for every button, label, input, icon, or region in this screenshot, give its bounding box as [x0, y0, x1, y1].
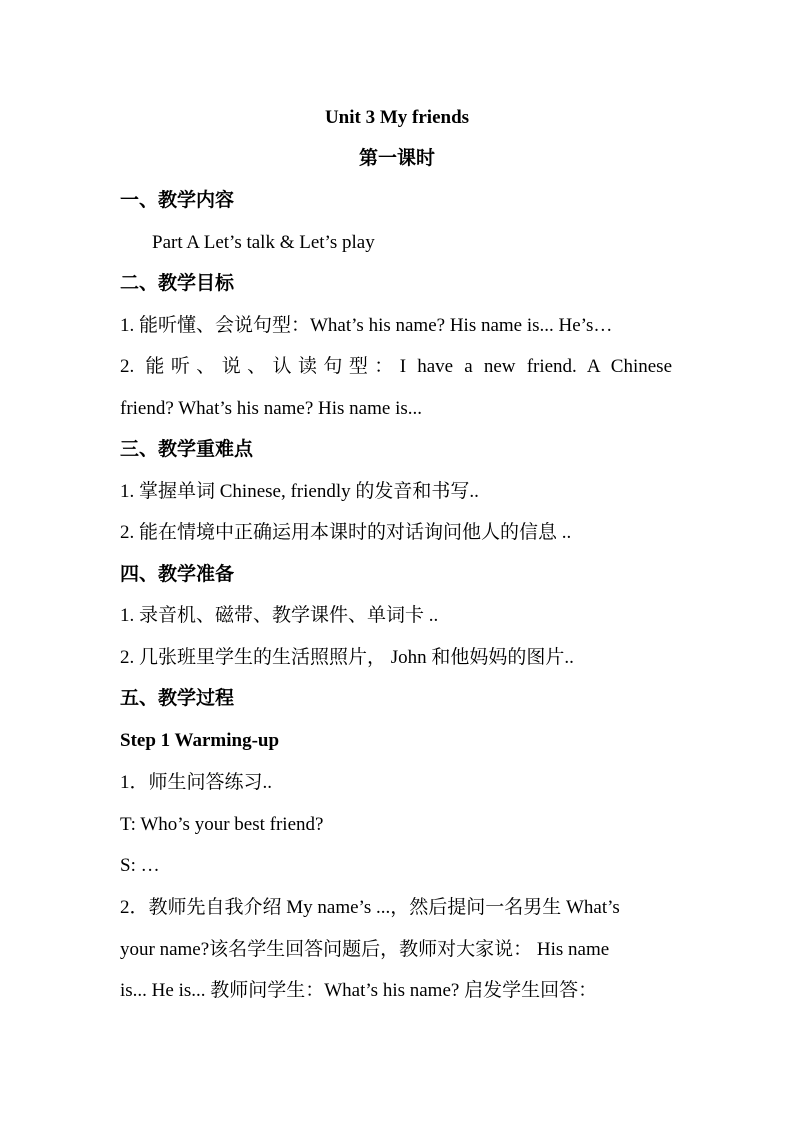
- section-heading-process: 五、教学过程: [120, 688, 235, 709]
- list-item-continuation: friend? What’s his name? His name is...: [120, 398, 422, 419]
- document-title: Unit 3 My friends: [324, 107, 470, 128]
- list-item: 1．师生问答练习..: [120, 772, 273, 793]
- step-heading: Step 1 Warming-up: [120, 730, 280, 751]
- list-item-continuation: your name?该名学生回答问题后，教师对大家说： His name: [120, 939, 610, 960]
- document-subtitle: 第一课时: [358, 148, 435, 169]
- section-heading-content: 一、教学内容: [120, 190, 235, 211]
- list-item-continuation: is... He is... 教师问学生：What’s his name? 启发学生回答：: [120, 980, 598, 1001]
- section-heading-key-points: 三、教学重难点: [120, 439, 254, 460]
- list-item: 1. 掌握单词 Chinese, friendly 的发音和书写..: [120, 481, 479, 502]
- list-item: 2. 能听、说、认读句型：I have a new friend. A Chinese: [120, 356, 672, 377]
- dialogue-line: S: …: [120, 855, 160, 876]
- list-item: 2．教师先自我介绍 My name’s ...，然后提问一名男生 What’s: [120, 897, 620, 918]
- list-item: 1. 录音机、磁带、教学课件、单词卡 ..: [120, 605, 439, 626]
- section-heading-preparation: 四、教学准备: [120, 564, 235, 585]
- dialogue-line: T: Who’s your best friend?: [120, 814, 324, 835]
- list-item: 1. 能听懂、会说句型：What’s his name? His name is... He’s…: [120, 315, 613, 336]
- list-item: 2. 几张班里学生的生活照照片， John 和他妈妈的图片..: [120, 647, 574, 668]
- paragraph: Part A Let’s talk & Let’s play: [152, 232, 375, 253]
- list-item: 2. 能在情境中正确运用本课时的对话询问他人的信息 ..: [120, 522, 572, 543]
- section-heading-objectives: 二、教学目标: [120, 273, 235, 294]
